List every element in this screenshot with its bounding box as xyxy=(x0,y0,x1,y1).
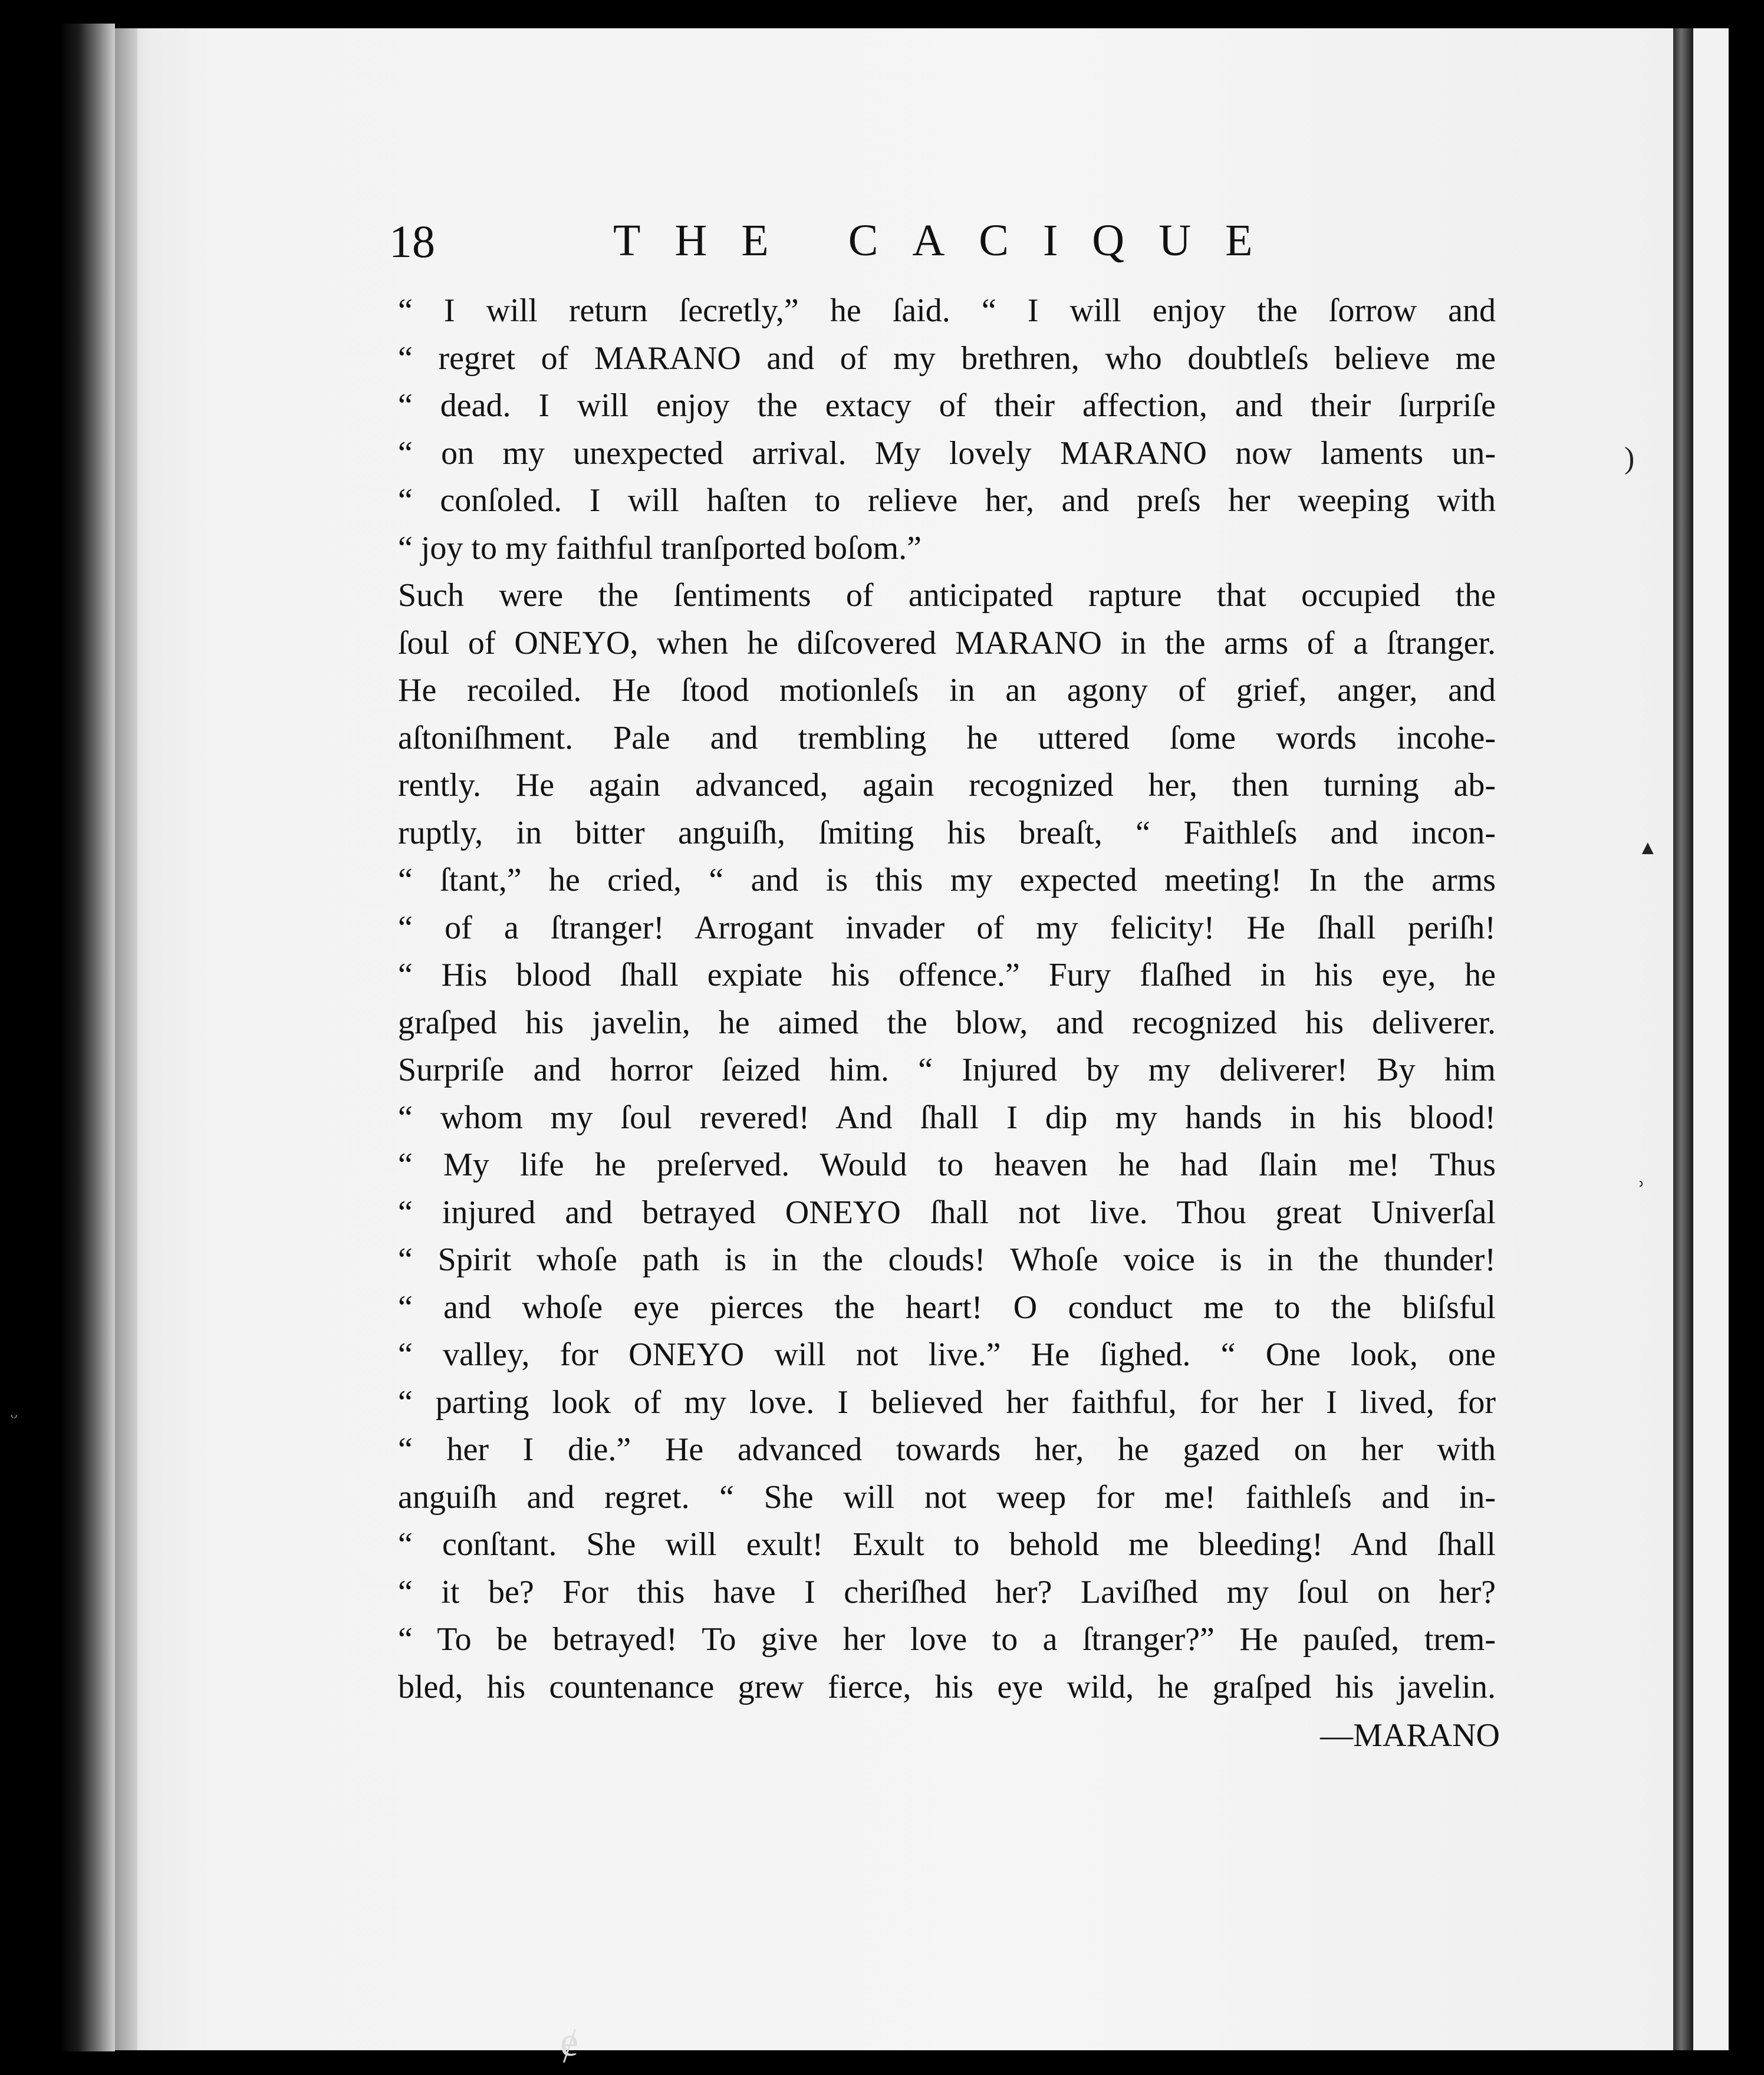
margin-mark: ᵕ xyxy=(11,1404,18,1430)
text-line: graſped his javelin, he aimed the blow, and recognized his deliverer. xyxy=(398,1004,1496,1041)
text-line: “ injured and betrayed ONEYO ſhall not live. Thou great Univerſal xyxy=(398,1194,1496,1231)
text-line: bled, his countenance grew fierce, his eye wild, he graſped his javelin. xyxy=(398,1668,1496,1705)
text-line: “ whom my ſoul revered! And ſhall I dip my hands in his blood! xyxy=(398,1099,1496,1136)
gutter-shade xyxy=(115,28,137,2050)
text-line: “ of a ſtranger! Arrogant invader of my felicity! He ſhall periſh! xyxy=(398,909,1496,946)
text-line: anguiſh and regret. “ She will not weep for me! faithleſs and in- xyxy=(398,1478,1496,1516)
text-line: Surpriſe and horror ſeized him. “ Injured by my deliverer! By him xyxy=(398,1052,1496,1088)
text-line: “ ſtant,” he cried, “ and is this my expected meeting! In the arms xyxy=(398,862,1496,898)
text-line: “ His blood ſhall expiate his offence.” Fury flaſhed in his eye, he xyxy=(398,957,1496,993)
text-line: He recoiled. He ſtood motionleſs in an agony of grief, anger, and xyxy=(398,672,1496,709)
page-number: 18 xyxy=(389,216,435,267)
binding-shadow xyxy=(59,24,115,2051)
margin-mark: ʾ xyxy=(1636,1177,1647,1210)
text-line: rently. He again advanced, again recognized her, then turning ab- xyxy=(398,767,1496,803)
margin-mark: ɇ xyxy=(560,2020,579,2065)
text-line: “ valley, for ONEYO will not live.” He ſighed. “ One look, one xyxy=(398,1336,1496,1373)
text-line: “ her I die.” He advanced towards her, he gazed on her with xyxy=(398,1431,1496,1468)
text-line: “ regret of MARANO and of my brethren, who doubtleſs believe me xyxy=(398,340,1496,377)
margin-mark: ▲ xyxy=(1638,837,1658,859)
next-page-edge xyxy=(1693,28,1729,2050)
text-line: “ Spirit whoſe path is in the clouds! Whoſe voice is in the thunder! xyxy=(398,1241,1496,1278)
text-line: “ it be? For this have I cheriſhed her? Laviſhed my ſoul on her? xyxy=(398,1573,1496,1610)
text-line: “ To be betrayed! To give her love to a ſtranger?” He pauſed, trem- xyxy=(398,1621,1496,1658)
text-line: ruptly, in bitter anguiſh, ſmiting his breaſt, “ Faithleſs and incon- xyxy=(398,814,1496,851)
text-line: aſtoniſhment. Pale and trembling he uttered ſome words incohe- xyxy=(398,719,1496,756)
margin-mark: ) xyxy=(1624,442,1635,475)
text-line: “ I will return ſecretly,” he ſaid. “ I will enjoy the ſorrow and xyxy=(398,292,1496,329)
text-line: “ My life he preſerved. Would to heaven he had ſlain me! Thus xyxy=(398,1147,1496,1183)
text-line: “ conſoled. I will haſten to relieve her, and preſs her weeping with xyxy=(398,482,1496,519)
catchword: —MARANO xyxy=(1320,1717,1500,1754)
text-line: ſoul of ONEYO, when he diſcovered MARANO in the arms of a ſtranger. xyxy=(398,624,1496,661)
text-line: “ parting look of my love. I believed her faithful, for her I lived, for xyxy=(398,1384,1496,1421)
text-line: “ on my unexpected arrival. My lovely MARANO now laments un- xyxy=(398,434,1496,472)
page-header xyxy=(389,215,1574,280)
body-text xyxy=(398,287,1496,1711)
running-title: THE CACIQUE xyxy=(613,216,1287,265)
text-line: “ and whoſe eye pierces the heart! O conduct me to the bliſsful xyxy=(398,1289,1496,1326)
text-line: “ joy to my faithful tranſported boſom.” xyxy=(398,529,922,566)
page-edge-shadow xyxy=(1673,28,1693,2050)
text-line: “ conſtant. She will exult! Exult to behold me bleeding! And ſhall xyxy=(398,1526,1496,1563)
text-line: “ dead. I will enjoy the extacy of their affection, and their ſurpriſe xyxy=(398,387,1496,424)
text-line: Such were the ſentiments of anticipated rapture that occupied the xyxy=(398,577,1496,614)
